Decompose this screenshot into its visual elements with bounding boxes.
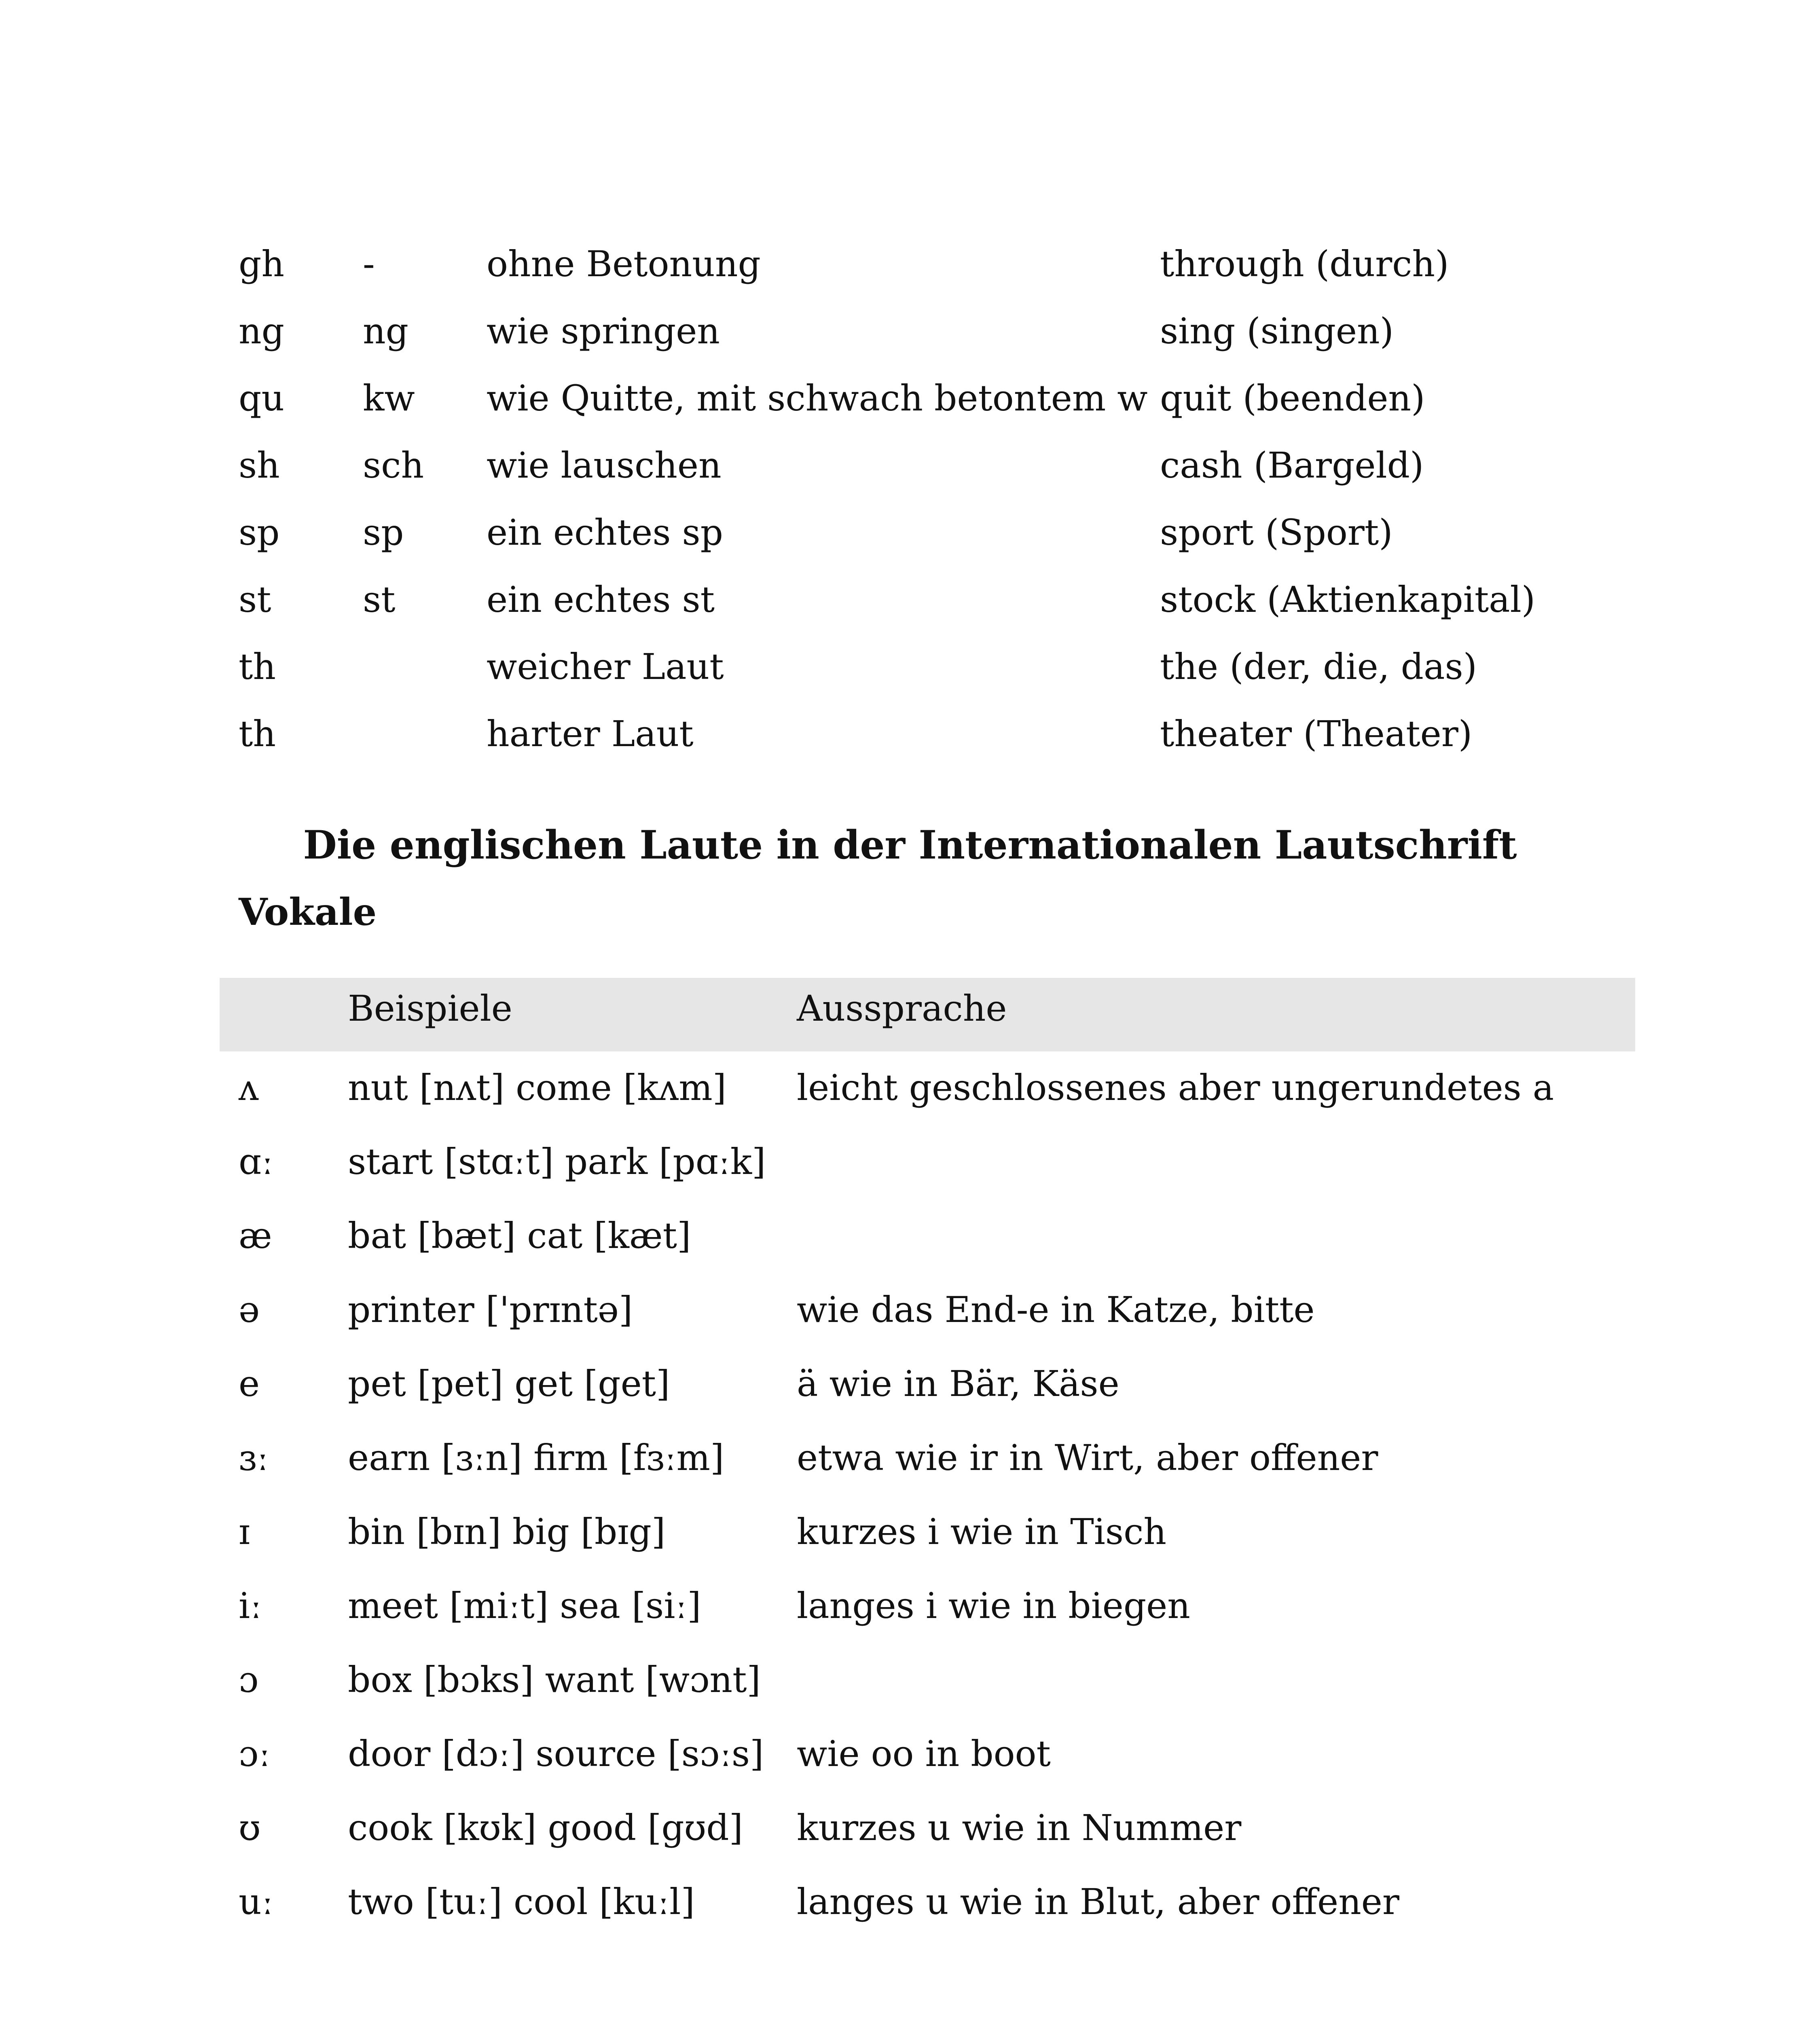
- letters-cell: sp: [239, 512, 280, 553]
- pronunciation-cell: ä wie in Bär, Käse: [797, 1363, 1120, 1404]
- sound-cell: sch: [363, 444, 424, 486]
- letters-cell: th: [239, 646, 276, 687]
- examples-cell: start [stɑːt] park [pɑːk]: [348, 1141, 766, 1182]
- sound-cell: st: [363, 579, 396, 620]
- examples-cell: bat [bæt] cat [kæt]: [348, 1215, 691, 1256]
- header-examples: Beispiele: [348, 988, 512, 1029]
- example-cell: sport (Sport): [1160, 512, 1393, 553]
- examples-cell: earn [ɜːn] firm [fɜːm]: [348, 1437, 724, 1478]
- header-pronunciation: Aussprache: [797, 988, 1007, 1029]
- symbol-cell: ɜː: [239, 1437, 269, 1478]
- symbol-cell: ɪ: [239, 1511, 250, 1552]
- pronunciation-cell: langes u wie in Blut, aber offener: [797, 1881, 1399, 1923]
- symbol-cell: æ: [239, 1215, 272, 1256]
- sound-cell: kw: [363, 377, 415, 419]
- sound-cell: sp: [363, 512, 404, 553]
- examples-cell: meet [miːt] sea [siː]: [348, 1585, 701, 1626]
- description-cell: wie Quitte, mit schwach betontem w: [487, 377, 1148, 419]
- letters-cell: ng: [239, 310, 285, 352]
- description-cell: ohne Betonung: [487, 243, 761, 285]
- table-row: [220, 1125, 1635, 1199]
- pronunciation-cell: kurzes u wie in Nummer: [797, 1807, 1242, 1849]
- table-row: [239, 231, 1695, 298]
- description-cell: weicher Laut: [487, 646, 724, 687]
- table-row: [239, 566, 1695, 633]
- symbol-cell: ɔ: [239, 1659, 259, 1701]
- description-cell: wie lauschen: [487, 444, 722, 486]
- table-row: [220, 1791, 1635, 1865]
- subsection-heading: Vokale: [239, 890, 377, 934]
- letters-cell: th: [239, 713, 276, 755]
- symbol-cell: ʊ: [239, 1807, 261, 1849]
- table-row: [220, 1569, 1635, 1643]
- table-header-row: [220, 978, 1635, 1051]
- section-heading: Die englischen Laute in der Internationalen Lautschrift: [303, 822, 1517, 868]
- consonant-table: [239, 231, 1695, 768]
- symbol-cell: iː: [239, 1585, 262, 1626]
- table-row: [239, 365, 1695, 432]
- table-row: [220, 1421, 1635, 1495]
- sound-cell: ng: [363, 310, 409, 352]
- examples-cell: box [bɔks] want [wɔnt]: [348, 1659, 761, 1701]
- letters-cell: st: [239, 579, 271, 620]
- symbol-cell: ə: [239, 1289, 260, 1330]
- letters-cell: gh: [239, 243, 285, 285]
- table-row: [239, 700, 1695, 768]
- example-cell: theater (Theater): [1160, 713, 1473, 755]
- table-row: [239, 298, 1695, 365]
- table-row: [220, 1273, 1635, 1347]
- table-row: [220, 1347, 1635, 1421]
- example-cell: the (der, die, das): [1160, 646, 1477, 687]
- table-row: [220, 1643, 1635, 1717]
- table-row: [220, 1865, 1635, 1940]
- examples-cell: bin [bɪn] big [bɪg]: [348, 1511, 666, 1552]
- pronunciation-cell: langes i wie in biegen: [797, 1585, 1190, 1626]
- description-cell: ein echtes st: [487, 579, 715, 620]
- examples-cell: two [tuː] cool [kuːl]: [348, 1881, 695, 1923]
- example-cell: stock (Aktienkapital): [1160, 579, 1536, 620]
- example-cell: cash (Bargeld): [1160, 444, 1424, 486]
- table-row: [220, 1199, 1635, 1273]
- pronunciation-cell: etwa wie ir in Wirt, aber offener: [797, 1437, 1378, 1478]
- pronunciation-cell: kurzes i wie in Tisch: [797, 1511, 1167, 1552]
- table-row: [239, 633, 1695, 700]
- table-row: [239, 432, 1695, 499]
- table-row: [220, 1717, 1635, 1791]
- letters-cell: sh: [239, 444, 280, 486]
- examples-cell: nut [nʌt] come [kʌm]: [348, 1067, 726, 1108]
- pronunciation-cell: wie oo in boot: [797, 1733, 1051, 1775]
- letters-cell: qu: [239, 377, 285, 419]
- symbol-cell: ɑː: [239, 1141, 273, 1182]
- table-row: [220, 1495, 1635, 1569]
- vowel-table: [220, 978, 1635, 1940]
- table-row: [239, 499, 1695, 566]
- description-cell: ein echtes sp: [487, 512, 723, 553]
- pronunciation-cell: leicht geschlossenes aber ungerundetes a: [797, 1067, 1554, 1108]
- example-cell: through (durch): [1160, 243, 1449, 285]
- examples-cell: pet [pet] get [get]: [348, 1363, 670, 1404]
- examples-cell: printer ['prɪntə]: [348, 1289, 633, 1330]
- example-cell: quit (beenden): [1160, 377, 1425, 419]
- pronunciation-cell: wie das End-e in Katze, bitte: [797, 1289, 1315, 1330]
- sound-cell: -: [363, 243, 375, 285]
- examples-cell: cook [kʊk] good [gʊd]: [348, 1807, 743, 1849]
- symbol-cell: uː: [239, 1881, 274, 1923]
- examples-cell: door [dɔː] source [sɔːs]: [348, 1733, 764, 1775]
- symbol-cell: ɔː: [239, 1733, 271, 1775]
- example-cell: sing (singen): [1160, 310, 1394, 352]
- description-cell: wie springen: [487, 310, 720, 352]
- symbol-cell: ʌ: [239, 1067, 259, 1108]
- symbol-cell: e: [239, 1363, 260, 1404]
- description-cell: harter Laut: [487, 713, 694, 755]
- table-row: [220, 1051, 1635, 1125]
